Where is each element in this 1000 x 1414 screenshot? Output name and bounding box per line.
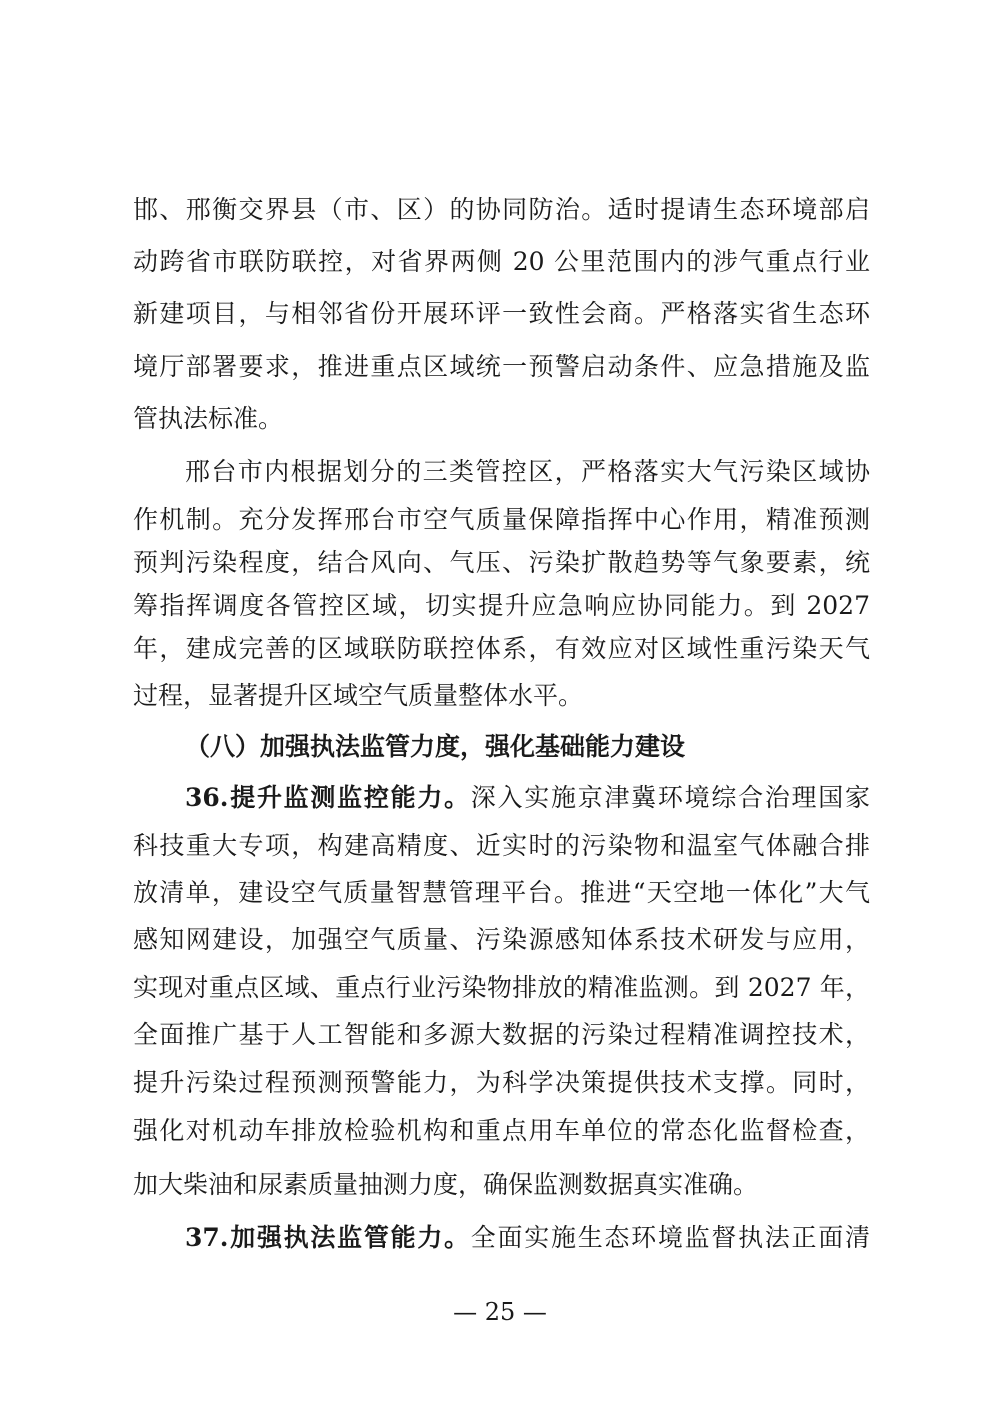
text-line: 过程，显著提升区域空气质量整体水平。 — [133, 681, 584, 710]
item-37-first-line — [185, 1222, 870, 1254]
text-line: 动跨省市联防联控，对省界两侧 20 公里范围内的涉气重点行业 — [133, 247, 870, 276]
item-36-title: 36.提升监测监控能力。 — [185, 783, 471, 812]
text-line: 加大柴油和尿素质量抽测力度，确保监测数据真实准确。 — [133, 1170, 759, 1199]
text-line: 境厅部署要求，推进重点区域统一预警启动条件、应急措施及监 — [133, 352, 870, 381]
item-37-title: 37.加强执法监管能力。 — [185, 1223, 471, 1252]
text-line: 全面推广基于人工智能和多源大数据的污染过程精准调控技术， — [133, 1020, 870, 1049]
section-heading: （八）加强执法监管力度，强化基础能力建设 — [185, 732, 686, 761]
item-36-first-line — [185, 782, 870, 814]
text-line: 年，建成完善的区域联防联控体系，有效应对区域性重污染天气 — [133, 634, 870, 663]
text-line: 邯、邢衡交界县（市、区）的协同防治。适时提请生态环境部启 — [133, 195, 870, 224]
text-line: 感知网建设，加强空气质量、污染源感知体系技术研发与应用， — [133, 925, 870, 954]
text-line: 预判污染程度，结合风向、气压、污染扩散趋势等气象要素，统 — [133, 548, 870, 577]
text-span: 全面实施生态环境监督执法正面清 — [470, 1223, 870, 1252]
text-line: 强化对机动车排放检验机构和重点用车单位的常态化监督检查， — [133, 1116, 870, 1145]
text-line: 新建项目，与相邻省份开展环评一致性会商。严格落实省生态环 — [133, 299, 870, 328]
text-line: 科技重大专项，构建高精度、近实时的污染物和温室气体融合排 — [133, 831, 870, 860]
text-line: 提升污染过程预测预警能力，为科学决策提供技术支撑。同时， — [133, 1068, 870, 1097]
text-line: 筹指挥调度各管控区域，切实提升应急响应协同能力。到 2027 — [133, 591, 870, 620]
text-line: 作机制。充分发挥邢台市空气质量保障指挥中心作用，精准预测 — [133, 505, 870, 534]
text-line: 邢台市内根据划分的三类管控区，严格落实大气污染区域协 — [185, 457, 870, 486]
text-line: 放清单，建设空气质量智慧管理平台。推进“天空地一体化”大气 — [133, 878, 870, 907]
page-number: — 25 — — [453, 1298, 547, 1326]
text-line: 管执法标准。 — [133, 404, 284, 433]
text-span: 深入实施京津冀环境综合治理国家 — [470, 783, 870, 812]
text-line: 实现对重点区域、重点行业污染物排放的精准监测。到 2027 年， — [133, 973, 870, 1002]
